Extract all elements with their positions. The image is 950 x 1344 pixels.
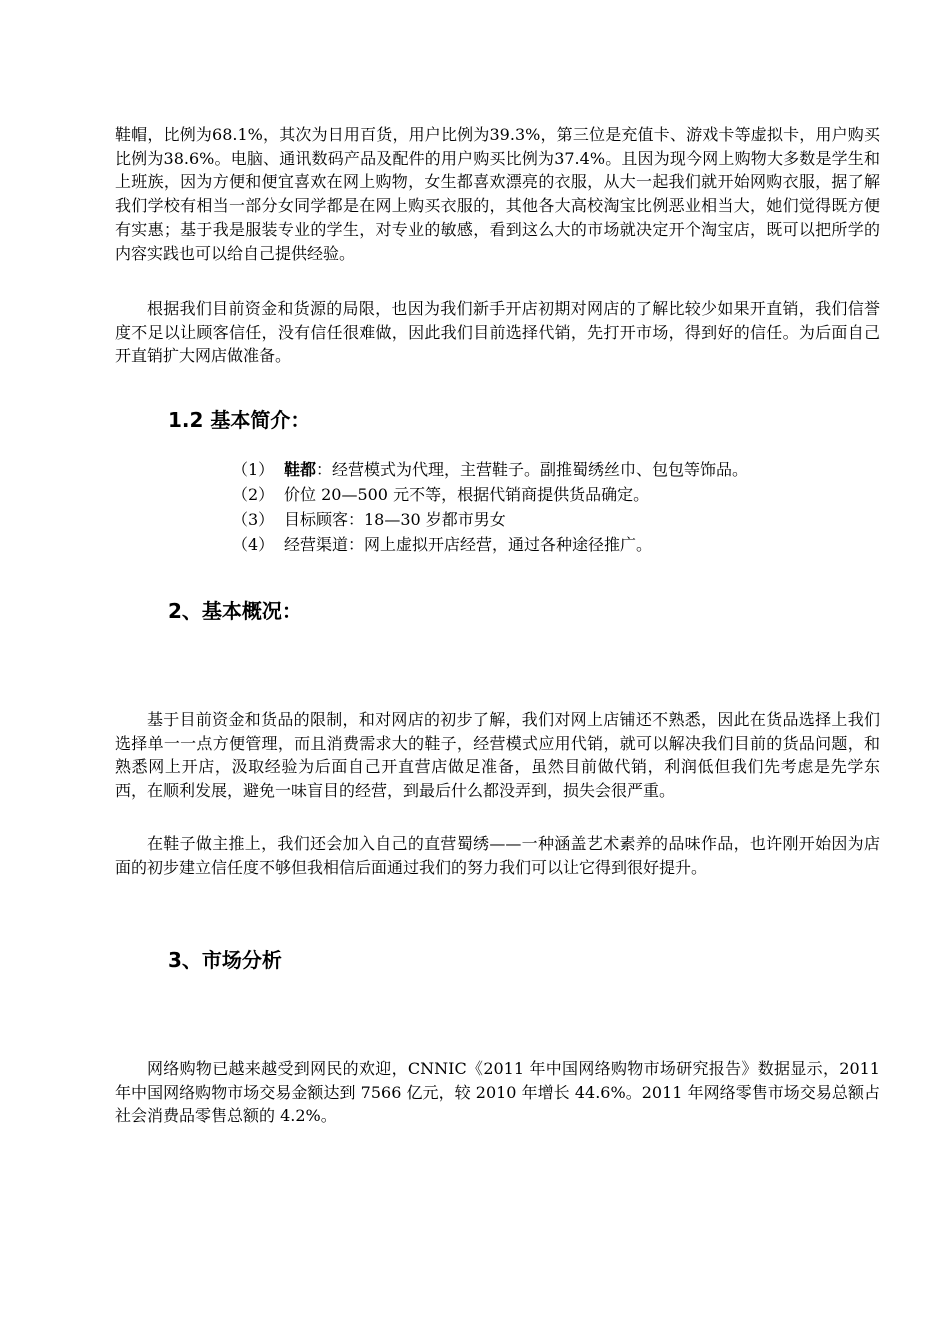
list-item-text: ：经营模式为代理，主营鞋子。副推蜀绣丝巾、包包等饰品。: [316, 460, 749, 479]
intro-paragraph-2: 根据我们目前资金和货源的局限，也因为我们新手开店初期对网店的了解比较少如果开直销，我们信誉度不足以让顾客信任，没有信任很难做，因此我们目前选择代销，先打开市场，得到好的信任。为后面自己开直销扩大网店做准备。: [115, 299, 880, 366]
basic-intro-list: [232, 457, 748, 557]
list-item: [232, 532, 748, 557]
list-item: [232, 457, 748, 482]
section-heading-basic-intro: 1.2 基本简介：: [168, 408, 311, 432]
market-analysis-paragraph: 网络购物已越来越受到网民的欢迎，CNNIC《2011 年中国网络购物市场研究报告》数据显示，2011 年中国网络购物市场交易金额达到 7566 亿元，较 2010 年增长 44.6%。2011 年网络零售市场交易总额占社会消费品零售总额的 4.2%。: [115, 1059, 880, 1126]
list-item: [232, 507, 748, 532]
overview-paragraph-1: 基于目前资金和货品的限制，和对网店的初步了解，我们对网上店铺还不熟悉，因此在货品选择上我们选择单一一点方便管理，而且消费需求大的鞋子，经营模式应用代销，就可以解决我们目前的货品问题，和熟悉网上开店，汲取经验为后面自己开直营店做足准备，虽然目前做代销，利润低但我们先考虑是先学东西，在顺利发展，避免一味盲目的经营，到最后什么都没弄到，损失会很严重。: [115, 710, 880, 801]
list-item-text: 目标顾客：18—30 岁都市男女: [284, 510, 506, 529]
list-item: [232, 482, 748, 507]
overview-paragraph-2: 在鞋子做主推上，我们还会加入自己的直营蜀绣——一种涵盖艺术素养的品味作品，也许刚开始因为店面的初步建立信任度不够但我相信后面通过我们的努力我们可以让它得到很好提升。: [115, 834, 880, 877]
list-item-bold-label: 鞋都: [284, 460, 317, 479]
list-item-number: （1）: [232, 460, 275, 479]
list-item-text: 价位 20—500 元不等，根据代销商提供货品确定。: [284, 485, 650, 504]
intro-paragraph-1: 鞋帽，比例为68.1%，其次为日用百货，用户比例为39.3%，第三位是充值卡、游戏卡等虚拟卡，用户购买比例为38.6%。电脑、通讯数码产品及配件的用户购买比例为37.4%。且因为现今网上购物大多数是学生和上班族，因为方便和便宜喜欢在网上购物，女生都喜欢漂亮的衣服，从大一起我们就开始网购衣服，据了解我们学校有相当一部分女同学都是在网上购买衣服的，其他各大高校淘宝比例恶业相当大，她们觉得既方便有实惠；基于我是服装专业的学生，对专业的敏感，看到这么大的市场就决定开个淘宝店，既可以把所学的内容实践也可以给自己提供经验。: [115, 125, 880, 263]
list-item-number: （4）: [232, 535, 275, 554]
list-item-text: 经营渠道：网上虚拟开店经营，通过各种途径推广。: [284, 535, 653, 554]
list-item-number: （3）: [232, 510, 275, 529]
section-heading-market-analysis: 3、市场分析: [168, 948, 282, 972]
section-heading-overview: 2、基本概况：: [168, 599, 302, 623]
list-item-number: （2）: [232, 485, 275, 504]
